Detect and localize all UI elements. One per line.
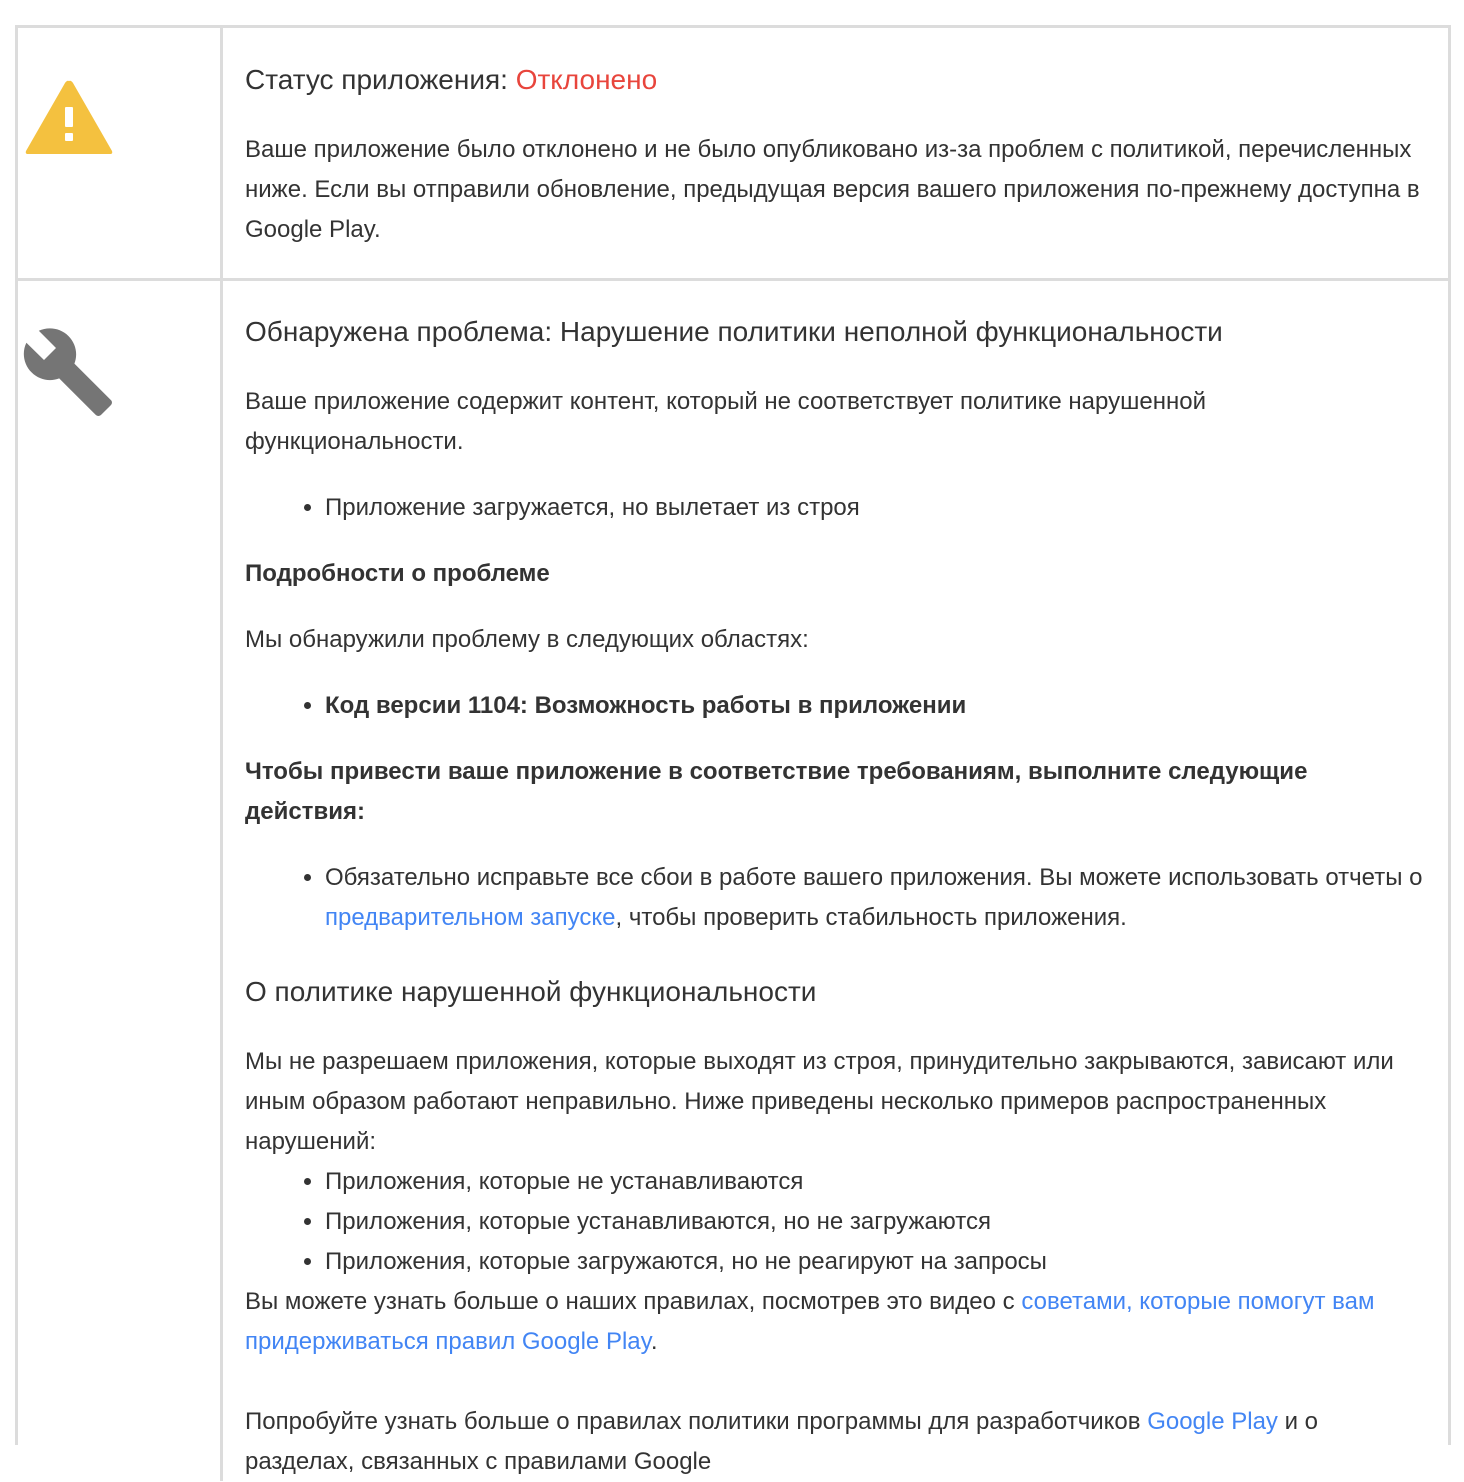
list-item: • Приложения, которые устанавливаются, но не загружаются	[325, 1202, 1430, 1242]
wrench-icon	[20, 324, 116, 420]
list-item: • Приложения, которые загружаются, но не реагируют на запросы	[325, 1242, 1430, 1282]
pre-launch-report-link[interactable]: предварительном запуске	[325, 904, 616, 931]
policy-more-after: .	[650, 1328, 658, 1355]
issue-description: Ваше приложение содержит контент, который не соответствует политике нарушенной функциональности.	[245, 388, 1206, 455]
cut-line-after: и о разделах, связанных с правилами Google	[245, 1408, 1319, 1475]
warning-icon	[24, 77, 114, 157]
policy-cut-line	[245, 1402, 1430, 1482]
list-item: • Приложения, которые не устанавливаются	[325, 1162, 1430, 1202]
fix-text-before: Обязательно исправьте все сбои в работе вашего приложения. Вы можете использовать отчеты о	[325, 864, 1423, 891]
list-item: • Приложение загружается, но вылетает из строя	[325, 488, 1430, 528]
status-label: Статус приложения:	[245, 64, 516, 95]
google-play-link[interactable]: Google Play	[1147, 1408, 1278, 1435]
status-description: Ваше приложение было отклонено и не было опубликовано из-за проблем с политикой, перечисленных ниже. Если вы отправили обновление, предыдущая версия вашего приложения по-прежнему доступна в Google Play.	[245, 136, 1420, 243]
policy-video-link[interactable]: советами, которые помогут вам придерживаться правил Google Play	[245, 1288, 1375, 1355]
details-title: Подробности о проблеме	[245, 560, 550, 587]
policy-heading: О политике нарушенной функциональности	[245, 976, 817, 1007]
policy-more	[245, 1282, 1430, 1362]
policy-text: Мы не разрешаем приложения, которые выходят из строя, принудительно закрываются, зависают или иным образом работают неправильно. Ниже приведены несколько примеров распространенных нарушений:	[245, 1048, 1394, 1155]
fix-list	[245, 858, 1430, 938]
status-heading	[245, 60, 1430, 100]
policy-status-table	[15, 25, 1451, 1475]
status-row	[18, 28, 1448, 281]
issue-content	[223, 281, 1448, 1481]
list-item: • Код версии 1104: Возможность работы в приложении	[325, 686, 1430, 726]
status-content	[223, 28, 1448, 278]
cut-line-before: Попробуйте узнать больше о правилах политики программы для разработчиков	[245, 1408, 1148, 1435]
fix-title: Чтобы привести ваше приложение в соответствие требованиям, выполните следующие действия:	[245, 758, 1308, 825]
policy-more-before: Вы можете узнать больше о наших правилах, посмотрев это видео с	[245, 1288, 1022, 1315]
symptom-list	[245, 488, 1430, 528]
areas-intro: Мы обнаружили проблему в следующих областях:	[245, 626, 809, 653]
status-icon-cell	[18, 28, 223, 278]
status-value: Отклонено	[515, 64, 658, 95]
issue-heading: Обнаружена проблема: Нарушение политики неполной функциональности	[245, 316, 1223, 347]
areas-list	[245, 686, 1430, 726]
list-item	[325, 858, 1430, 938]
issue-icon-cell	[18, 281, 223, 1481]
issue-row	[18, 281, 1448, 1481]
fix-text-after: , чтобы проверить стабильность приложения.	[615, 904, 1127, 931]
examples-list	[245, 1162, 1430, 1282]
